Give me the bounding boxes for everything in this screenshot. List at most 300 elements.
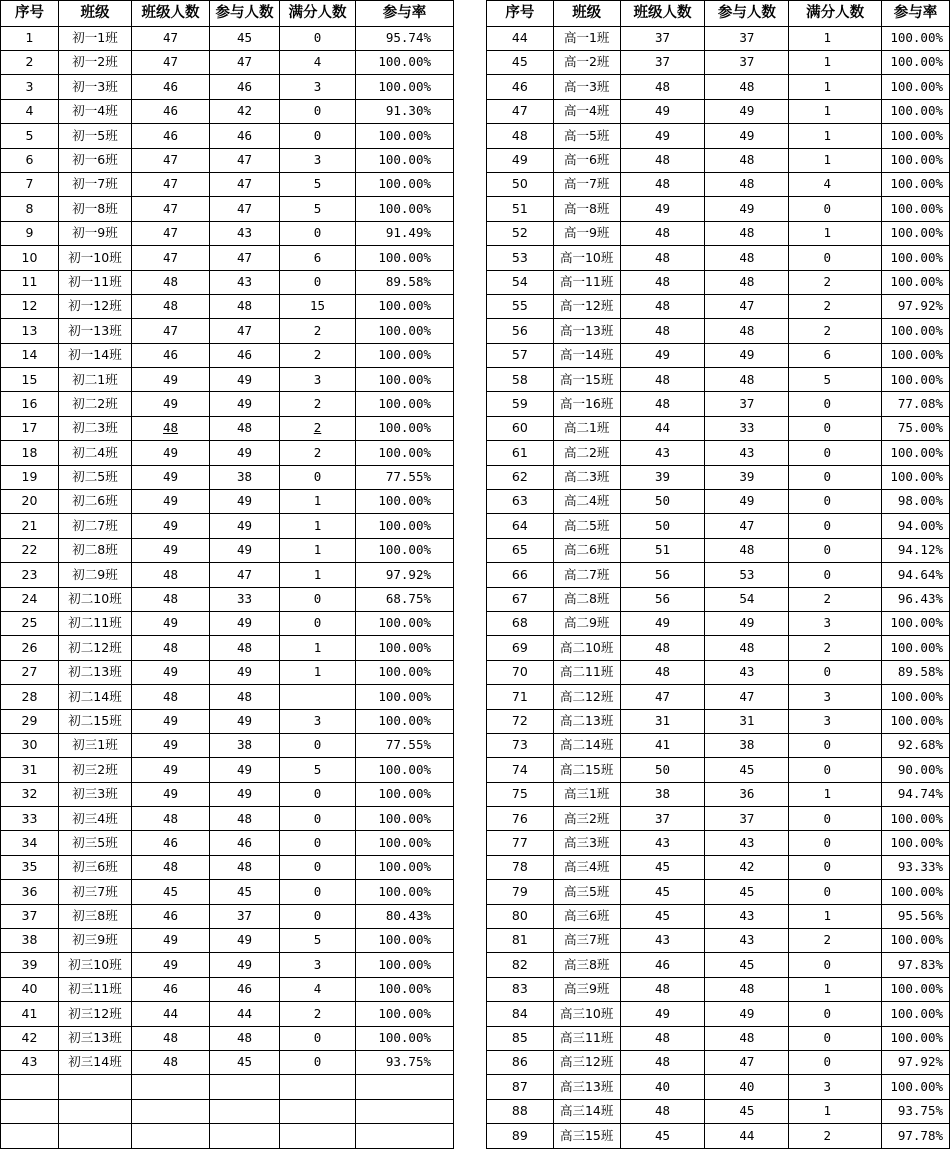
table-row: [487, 611, 950, 635]
header-full-score: 满分人数: [280, 1, 356, 27]
index-cell: 21: [1, 514, 59, 538]
class-size-cell: 49: [132, 733, 210, 757]
class-name-cell: 初二15班: [59, 709, 132, 733]
class-size-cell: 47: [132, 246, 210, 270]
class-name-cell: 高二14班: [553, 733, 620, 757]
participants-cell: 48: [210, 855, 280, 879]
class-size-cell: 47: [132, 197, 210, 221]
participation-rate-cell: 77.08%: [882, 392, 950, 416]
class-name-cell: 高二13班: [553, 709, 620, 733]
table-row: [1, 465, 454, 489]
full-score-cell: 1: [789, 99, 882, 123]
participation-rate-cell: 100.00%: [356, 246, 454, 270]
class-size-cell: 46: [132, 124, 210, 148]
participants-cell: 48: [705, 246, 789, 270]
class-name-cell: 高二10班: [553, 636, 620, 660]
index-cell: 24: [1, 587, 59, 611]
table-row: [1, 75, 454, 99]
class-size-cell: 45: [620, 904, 705, 928]
participation-rate-cell: 100.00%: [356, 758, 454, 782]
class-name-cell: 高二15班: [553, 758, 620, 782]
class-name-cell: 高二5班: [553, 514, 620, 538]
class-size-cell: 50: [620, 490, 705, 514]
participants-cell: 43: [210, 221, 280, 245]
index-cell: 86: [487, 1051, 554, 1075]
header-index: 序号: [487, 1, 554, 27]
participants-cell: 37: [705, 26, 789, 50]
participation-rate-cell: 100.00%: [356, 807, 454, 831]
participation-rate-cell: [356, 1075, 454, 1099]
class-name-cell: 高一10班: [553, 246, 620, 270]
full-score-cell: 5: [280, 758, 356, 782]
class-name-cell: 初二8班: [59, 538, 132, 562]
class-name-cell: 高三6班: [553, 904, 620, 928]
participation-rate-cell: 97.92%: [882, 1051, 950, 1075]
full-score-cell: 0: [280, 270, 356, 294]
participants-cell: 48: [705, 75, 789, 99]
table-row: [487, 831, 950, 855]
index-cell: 84: [487, 1002, 554, 1026]
participation-rate-cell: 100.00%: [882, 270, 950, 294]
table-row: [487, 148, 950, 172]
full-score-cell: 0: [280, 26, 356, 50]
class-name-cell: 高一1班: [553, 26, 620, 50]
table-row: [487, 319, 950, 343]
index-cell: [1, 1099, 59, 1123]
participation-rate-cell: 94.64%: [882, 563, 950, 587]
class-size-cell: 48: [132, 636, 210, 660]
index-cell: 47: [487, 99, 554, 123]
table-row: [1, 416, 454, 440]
class-size-cell: 47: [132, 50, 210, 74]
index-cell: 55: [487, 294, 554, 318]
class-name-cell: 初二12班: [59, 636, 132, 660]
class-name-cell: 初三9班: [59, 929, 132, 953]
index-cell: 22: [1, 538, 59, 562]
participants-cell: 36: [705, 782, 789, 806]
participants-cell: 49: [705, 490, 789, 514]
class-name-cell: 初三7班: [59, 880, 132, 904]
table-row: [487, 1026, 950, 1050]
full-score-cell: 1: [280, 563, 356, 587]
index-cell: 59: [487, 392, 554, 416]
class-size-cell: 37: [620, 50, 705, 74]
participation-rate-cell: 100.00%: [882, 368, 950, 392]
full-score-cell: 1: [280, 514, 356, 538]
participants-cell: [210, 1124, 280, 1148]
full-score-cell: 0: [280, 855, 356, 879]
table-row: [487, 709, 950, 733]
full-score-cell: 15: [280, 294, 356, 318]
index-cell: 32: [1, 782, 59, 806]
header-class-size: 班级人数: [132, 1, 210, 27]
table-row: [487, 221, 950, 245]
participants-cell: 45: [705, 953, 789, 977]
class-name-cell: 初三5班: [59, 831, 132, 855]
class-size-cell: 31: [620, 709, 705, 733]
class-name-cell: 初一13班: [59, 319, 132, 343]
full-score-cell: 5: [789, 368, 882, 392]
class-size-cell: 49: [620, 1002, 705, 1026]
class-name-cell: 初三4班: [59, 807, 132, 831]
class-name-cell: 初三10班: [59, 953, 132, 977]
full-score-cell: 0: [789, 538, 882, 562]
full-score-cell: 3: [789, 611, 882, 635]
participants-cell: 48: [210, 685, 280, 709]
table-row: [1, 807, 454, 831]
table-row: [1, 563, 454, 587]
class-name-cell: 高一11班: [553, 270, 620, 294]
participants-cell: 49: [705, 343, 789, 367]
class-size-cell: 49: [132, 611, 210, 635]
participants-cell: 48: [705, 538, 789, 562]
class-size-cell: 48: [132, 416, 210, 440]
table-row: [487, 392, 950, 416]
table-row: [487, 636, 950, 660]
class-name-cell: 初一12班: [59, 294, 132, 318]
full-score-cell: 0: [789, 490, 882, 514]
participants-cell: 47: [210, 197, 280, 221]
full-score-cell: 2: [789, 636, 882, 660]
table-row: [487, 1051, 950, 1075]
index-cell: 10: [1, 246, 59, 270]
participants-cell: 48: [705, 148, 789, 172]
full-score-cell: 6: [280, 246, 356, 270]
participation-rate-cell: 100.00%: [882, 880, 950, 904]
class-name-cell: 高二1班: [553, 416, 620, 440]
table-row: [1, 343, 454, 367]
participants-cell: 47: [705, 1051, 789, 1075]
class-name-cell: 高三15班: [553, 1124, 620, 1148]
full-score-cell: 0: [280, 733, 356, 757]
participation-rate-cell: 100.00%: [356, 197, 454, 221]
class-size-cell: 49: [132, 660, 210, 684]
class-size-cell: 48: [620, 1099, 705, 1123]
participants-cell: 46: [210, 977, 280, 1001]
full-score-cell: 3: [789, 709, 882, 733]
participation-rate-cell: 100.00%: [882, 831, 950, 855]
table-row: [1, 709, 454, 733]
participants-cell: 54: [705, 587, 789, 611]
participants-cell: 49: [210, 758, 280, 782]
participation-rate-cell: 80.43%: [356, 904, 454, 928]
class-size-cell: 48: [620, 977, 705, 1001]
table-row: [1, 99, 454, 123]
participants-cell: 38: [705, 733, 789, 757]
class-size-cell: 47: [132, 221, 210, 245]
class-size-cell: 49: [132, 709, 210, 733]
full-score-cell: 1: [280, 490, 356, 514]
index-cell: 49: [487, 148, 554, 172]
participants-cell: 49: [705, 197, 789, 221]
participation-rate-cell: 100.00%: [882, 148, 950, 172]
participation-rate-cell: 100.00%: [882, 685, 950, 709]
header-class: 班级: [553, 1, 620, 27]
index-cell: 76: [487, 807, 554, 831]
class-name-cell: 高三4班: [553, 855, 620, 879]
full-score-cell: 0: [789, 1002, 882, 1026]
table-row: [1, 880, 454, 904]
table-row: [1, 733, 454, 757]
participation-rate-cell: 100.00%: [356, 953, 454, 977]
participants-cell: [210, 1099, 280, 1123]
participation-rate-cell: 100.00%: [356, 977, 454, 1001]
participation-rate-cell: 100.00%: [882, 246, 950, 270]
participation-rate-cell: 91.30%: [356, 99, 454, 123]
participants-cell: 47: [210, 246, 280, 270]
class-name-cell: 初二14班: [59, 685, 132, 709]
participants-cell: 43: [705, 831, 789, 855]
full-score-cell: 0: [789, 465, 882, 489]
index-cell: 45: [487, 50, 554, 74]
full-score-cell: 0: [789, 880, 882, 904]
class-size-cell: 48: [132, 855, 210, 879]
class-name-cell: 高三1班: [553, 782, 620, 806]
class-name-cell: 高一7班: [553, 172, 620, 196]
class-size-cell: 46: [132, 75, 210, 99]
participants-cell: 46: [210, 831, 280, 855]
table-row: [1, 953, 454, 977]
participation-rate-cell: 97.92%: [882, 294, 950, 318]
participation-rate-cell: 100.00%: [356, 172, 454, 196]
class-name-cell: 高三3班: [553, 831, 620, 855]
index-cell: 87: [487, 1075, 554, 1099]
index-cell: 30: [1, 733, 59, 757]
participants-cell: 43: [705, 929, 789, 953]
class-size-cell: 49: [132, 758, 210, 782]
participation-rate-cell: 75.00%: [882, 416, 950, 440]
class-name-cell: 高二4班: [553, 490, 620, 514]
full-score-cell: [280, 1124, 356, 1148]
participants-cell: 45: [210, 1051, 280, 1075]
class-size-cell: 48: [132, 270, 210, 294]
participation-rate-cell: 96.43%: [882, 587, 950, 611]
participants-cell: 33: [210, 587, 280, 611]
index-cell: 35: [1, 855, 59, 879]
participants-cell: 49: [210, 953, 280, 977]
class-name-cell: 初一10班: [59, 246, 132, 270]
table-row: [487, 197, 950, 221]
class-name-cell: 高二8班: [553, 587, 620, 611]
table-row: [487, 343, 950, 367]
table-row: [1, 514, 454, 538]
full-score-cell: 5: [280, 172, 356, 196]
participation-rate-cell: 100.00%: [882, 75, 950, 99]
participation-rate-cell: 94.00%: [882, 514, 950, 538]
full-score-cell: 0: [280, 1026, 356, 1050]
table-row: [1, 294, 454, 318]
participation-rate-cell: 100.00%: [882, 977, 950, 1001]
participants-cell: 48: [210, 1026, 280, 1050]
full-score-cell: 1: [789, 26, 882, 50]
participants-cell: 49: [210, 514, 280, 538]
participants-cell: 49: [705, 124, 789, 148]
header-participants: 参与人数: [210, 1, 280, 27]
index-cell: 17: [1, 416, 59, 440]
participation-rate-cell: 94.74%: [882, 782, 950, 806]
participation-rate-cell: 89.58%: [882, 660, 950, 684]
class-size-cell: 48: [620, 246, 705, 270]
full-score-cell: 0: [280, 782, 356, 806]
class-size-cell: 43: [620, 929, 705, 953]
header-class-size: 班级人数: [620, 1, 705, 27]
header-participation-rate: 参与率: [356, 1, 454, 27]
index-cell: 31: [1, 758, 59, 782]
full-score-cell: 0: [789, 514, 882, 538]
participation-rate-cell: 98.00%: [882, 490, 950, 514]
header-full-score: 满分人数: [789, 1, 882, 27]
class-name-cell: 高二11班: [553, 660, 620, 684]
index-cell: 79: [487, 880, 554, 904]
table-row: [1, 831, 454, 855]
full-score-cell: 0: [280, 880, 356, 904]
index-cell: 11: [1, 270, 59, 294]
class-size-cell: 50: [620, 758, 705, 782]
participation-rate-cell: 97.83%: [882, 953, 950, 977]
class-name-cell: 初二4班: [59, 441, 132, 465]
table-row: [487, 807, 950, 831]
full-score-cell: 0: [789, 197, 882, 221]
table-row: [487, 1075, 950, 1099]
participation-rate-cell: 100.00%: [356, 441, 454, 465]
class-size-cell: 37: [620, 26, 705, 50]
class-name-cell: [59, 1099, 132, 1123]
full-score-cell: 2: [280, 343, 356, 367]
class-name-cell: 高一15班: [553, 368, 620, 392]
participation-rate-cell: 93.33%: [882, 855, 950, 879]
index-cell: 7: [1, 172, 59, 196]
class-size-cell: 48: [132, 685, 210, 709]
index-cell: 1: [1, 26, 59, 50]
participants-cell: 48: [705, 221, 789, 245]
participants-cell: 48: [705, 319, 789, 343]
participation-rate-cell: 100.00%: [356, 392, 454, 416]
class-name-cell: 高二12班: [553, 685, 620, 709]
participants-cell: 48: [210, 636, 280, 660]
participants-cell: 40: [705, 1075, 789, 1099]
class-size-cell: 45: [620, 855, 705, 879]
participation-rate-cell: 100.00%: [356, 855, 454, 879]
class-size-cell: 47: [132, 172, 210, 196]
participants-cell: 48: [210, 807, 280, 831]
table-row: [487, 490, 950, 514]
index-cell: 89: [487, 1124, 554, 1148]
participation-rate-cell: 97.78%: [882, 1124, 950, 1148]
participation-rate-cell: 100.00%: [356, 636, 454, 660]
participants-cell: 46: [210, 124, 280, 148]
participants-cell: 47: [210, 319, 280, 343]
table-row: [487, 758, 950, 782]
index-cell: 9: [1, 221, 59, 245]
full-score-cell: 0: [280, 124, 356, 148]
table-row: [487, 465, 950, 489]
class-name-cell: 高三13班: [553, 1075, 620, 1099]
full-score-cell: 0: [280, 1051, 356, 1075]
index-cell: 57: [487, 343, 554, 367]
class-size-cell: 45: [620, 1124, 705, 1148]
index-cell: 60: [487, 416, 554, 440]
class-size-cell: 46: [132, 904, 210, 928]
table-row: [1, 1124, 454, 1148]
class-size-cell: 49: [132, 514, 210, 538]
index-cell: 83: [487, 977, 554, 1001]
table-row: [487, 977, 950, 1001]
header-participation-rate: 参与率: [882, 1, 950, 27]
index-cell: 39: [1, 953, 59, 977]
class-name-cell: [59, 1075, 132, 1099]
class-name-cell: 初二3班: [59, 416, 132, 440]
class-name-cell: 高二2班: [553, 441, 620, 465]
participants-cell: 47: [210, 50, 280, 74]
participants-cell: 48: [210, 294, 280, 318]
table-row: [487, 904, 950, 928]
participants-cell: 39: [705, 465, 789, 489]
participation-rate-cell: 100.00%: [356, 514, 454, 538]
table-row: [1, 50, 454, 74]
class-name-cell: 高一12班: [553, 294, 620, 318]
index-cell: 80: [487, 904, 554, 928]
full-score-cell: 1: [789, 782, 882, 806]
table-row: [487, 563, 950, 587]
class-size-cell: 51: [620, 538, 705, 562]
full-score-cell: 2: [789, 1124, 882, 1148]
participation-rate-cell: 100.00%: [356, 50, 454, 74]
index-cell: 64: [487, 514, 554, 538]
full-score-cell: 1: [280, 538, 356, 562]
index-cell: 38: [1, 929, 59, 953]
class-size-cell: 43: [620, 441, 705, 465]
class-size-cell: 56: [620, 587, 705, 611]
participation-rate-cell: 77.55%: [356, 733, 454, 757]
table-row: [487, 294, 950, 318]
participants-cell: 49: [705, 1002, 789, 1026]
class-size-cell: 45: [620, 880, 705, 904]
class-size-cell: 48: [132, 294, 210, 318]
full-score-cell: 0: [789, 441, 882, 465]
class-size-cell: 46: [132, 343, 210, 367]
class-name-cell: 初三1班: [59, 733, 132, 757]
class-size-cell: 41: [620, 733, 705, 757]
full-score-cell: 2: [280, 319, 356, 343]
participation-rate-cell: 100.00%: [356, 416, 454, 440]
participation-rate-cell: 100.00%: [356, 709, 454, 733]
full-score-cell: 2: [789, 319, 882, 343]
participation-rate-cell: 91.49%: [356, 221, 454, 245]
class-size-cell: 49: [132, 368, 210, 392]
participation-rate-cell: 100.00%: [882, 197, 950, 221]
class-size-cell: 48: [620, 368, 705, 392]
table-row: [1, 1026, 454, 1050]
header-row: [487, 1, 950, 27]
table-row: [1, 246, 454, 270]
index-cell: 44: [487, 26, 554, 50]
class-name-cell: 高一5班: [553, 124, 620, 148]
table-row: [1, 929, 454, 953]
full-score-cell: 2: [789, 270, 882, 294]
class-name-cell: 高一14班: [553, 343, 620, 367]
table-row: [487, 99, 950, 123]
index-cell: 75: [487, 782, 554, 806]
class-name-cell: 高三10班: [553, 1002, 620, 1026]
class-name-cell: 初一7班: [59, 172, 132, 196]
class-name-cell: 初二1班: [59, 368, 132, 392]
index-cell: 66: [487, 563, 554, 587]
table-row: [1, 26, 454, 50]
participation-rate-cell: 95.56%: [882, 904, 950, 928]
class-size-cell: 38: [620, 782, 705, 806]
table-row: [487, 441, 950, 465]
class-name-cell: 初一9班: [59, 221, 132, 245]
